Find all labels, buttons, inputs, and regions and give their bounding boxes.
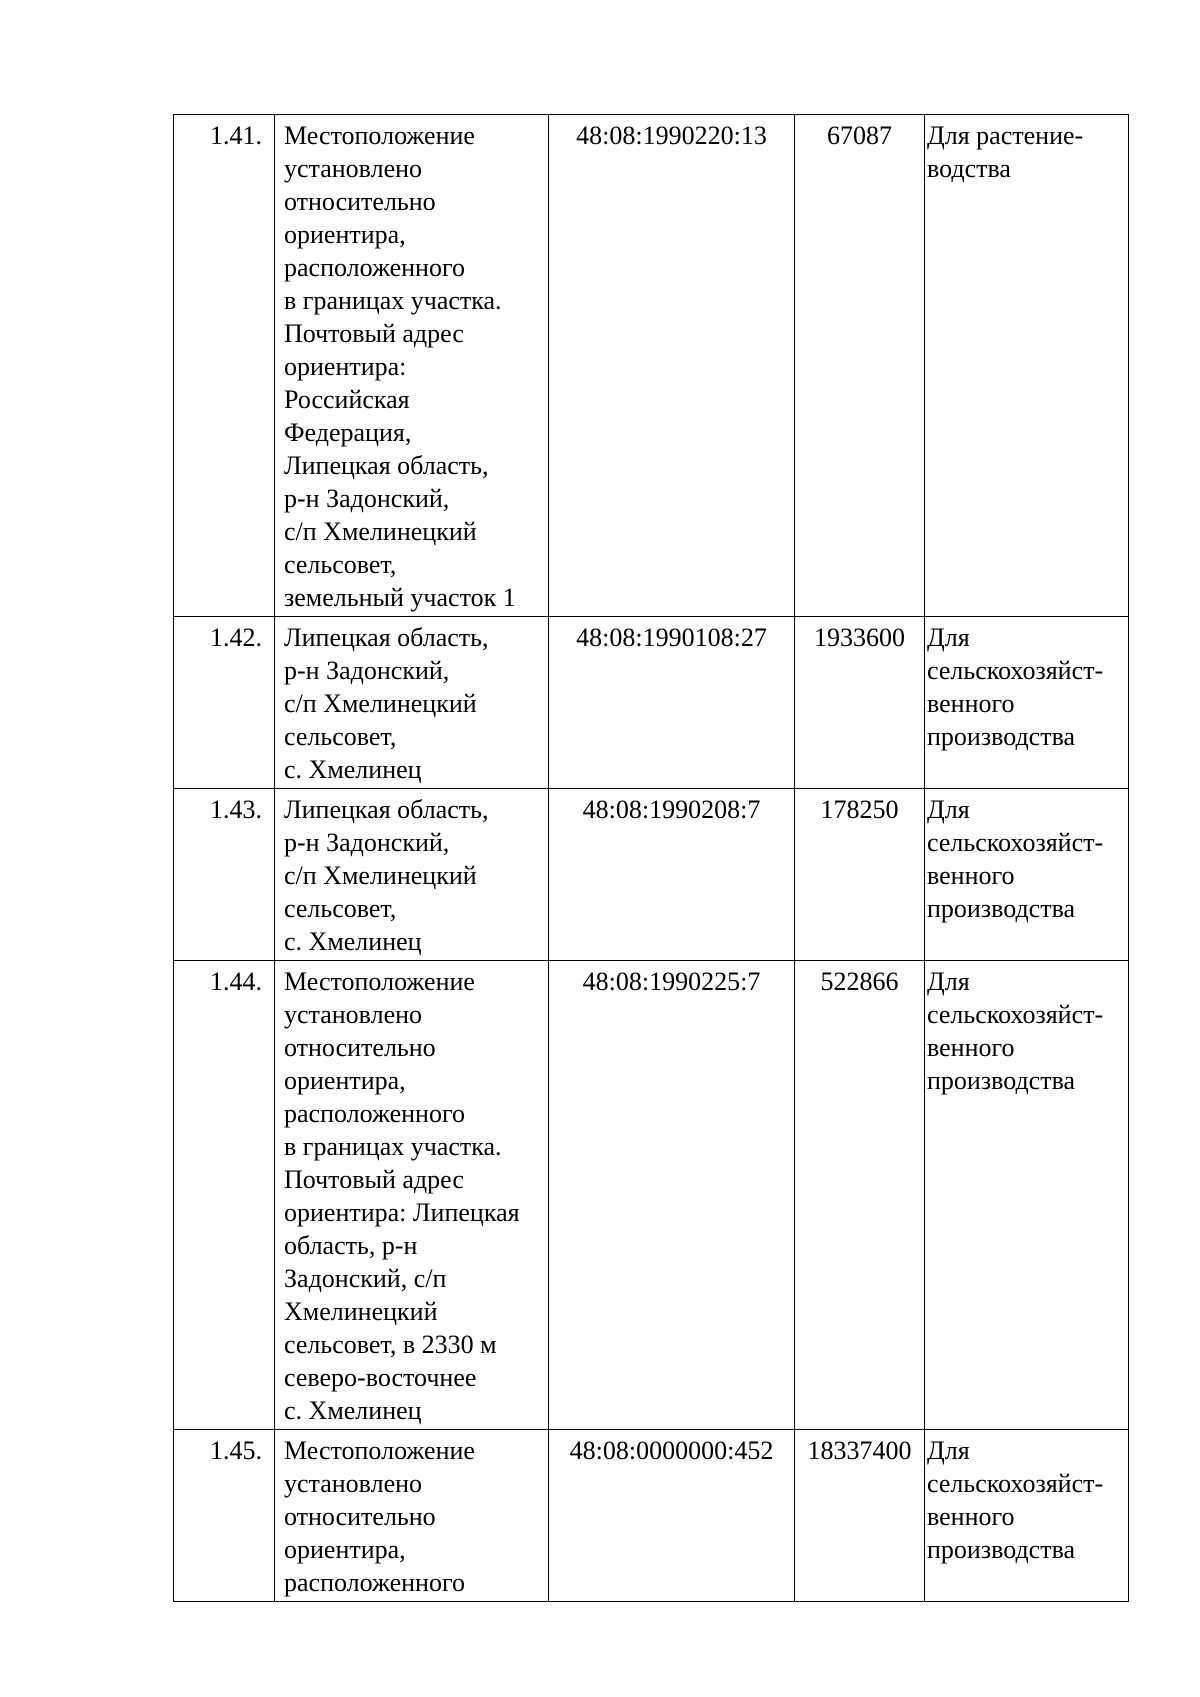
location-line: земельный участок 1 <box>284 583 516 612</box>
location-line: ориентира: Липецкая <box>284 1198 520 1227</box>
location-line: сельсовет, <box>284 550 397 579</box>
location-line: ориентира, <box>284 1066 406 1095</box>
location-line: сельсовет, <box>284 722 397 751</box>
table-row <box>174 1430 1129 1602</box>
location-line: Задонский, с/п <box>284 1264 447 1293</box>
location-line: область, р-н <box>284 1231 418 1260</box>
cadastral-number: 48:08:1990225:7 <box>582 967 761 996</box>
cadastral-number: 48:08:0000000:452 <box>569 1436 774 1465</box>
permitted-use-line: производства <box>927 1535 1076 1564</box>
table-row <box>174 961 1129 1430</box>
permitted-use-line: сельскохозяйст- <box>927 656 1104 685</box>
location-line: с. Хмелинец <box>284 1396 422 1425</box>
location-line: с/п Хмелинецкий <box>284 689 477 718</box>
row-number-cell <box>174 789 275 961</box>
location-line: расположенного <box>284 253 465 282</box>
permitted-use-line: Для растение- <box>927 121 1084 150</box>
permitted-use-line: сельскохозяйст- <box>927 1469 1104 1498</box>
area-value: 178250 <box>820 795 899 824</box>
row-number-cell <box>174 115 275 617</box>
location-line: установлено <box>284 1000 423 1029</box>
area-cell <box>795 789 925 961</box>
location-line: расположенного <box>284 1099 465 1128</box>
permitted-use-line: венного <box>927 1033 1015 1062</box>
permitted-use-cell <box>925 617 1129 789</box>
location-cell <box>275 961 549 1430</box>
location-line: в границах участка. <box>284 1132 502 1161</box>
row-number-cell <box>174 1430 275 1602</box>
table-row <box>174 617 1129 789</box>
location-line: ориентира: <box>284 352 407 381</box>
location-line: ориентира, <box>284 1535 406 1564</box>
location-line: с. Хмелинец <box>284 927 422 956</box>
permitted-use-cell <box>925 115 1129 617</box>
location-cell <box>275 115 549 617</box>
permitted-use-line: венного <box>927 1502 1015 1531</box>
permitted-use-cell <box>925 789 1129 961</box>
table-row <box>174 789 1129 961</box>
area-value: 1933600 <box>814 623 905 652</box>
location-line: с/п Хмелинецкий <box>284 517 477 546</box>
permitted-use-line: Для <box>927 967 970 996</box>
area-cell <box>795 115 925 617</box>
area-value: 522866 <box>820 967 899 996</box>
permitted-use-cell <box>925 961 1129 1430</box>
location-line: Местоположение <box>284 1436 475 1465</box>
land-plots-table-body <box>174 115 1129 1602</box>
permitted-use-line: производства <box>927 722 1076 751</box>
location-line: ориентира, <box>284 220 406 249</box>
cadastral-number: 48:08:1990108:27 <box>576 623 767 652</box>
cadastral-number-cell <box>549 789 795 961</box>
row-number-cell <box>174 961 275 1430</box>
location-line: расположенного <box>284 1568 465 1597</box>
row-number: 1.44. <box>210 967 262 996</box>
location-line: установлено <box>284 154 423 183</box>
cadastral-number-cell <box>549 961 795 1430</box>
location-cell <box>275 1430 549 1602</box>
cadastral-number: 48:08:1990220:13 <box>576 121 767 150</box>
permitted-use-line: производства <box>927 1066 1076 1095</box>
location-line: Местоположение <box>284 967 475 996</box>
cadastral-number-cell <box>549 115 795 617</box>
permitted-use-line: производства <box>927 894 1076 923</box>
location-line: сельсовет, в 2330 м <box>284 1330 497 1359</box>
table-row <box>174 115 1129 617</box>
location-line: Местоположение <box>284 121 475 150</box>
permitted-use-line: сельскохозяйст- <box>927 828 1104 857</box>
row-number: 1.43. <box>210 795 262 824</box>
area-value: 18337400 <box>807 1436 912 1465</box>
location-line: установлено <box>284 1469 423 1498</box>
location-line: с. Хмелинец <box>284 755 422 784</box>
location-line: Хмелинецкий <box>284 1297 438 1326</box>
permitted-use-line: Для <box>927 795 970 824</box>
location-line: Почтовый адрес <box>284 319 464 348</box>
permitted-use-line: венного <box>927 689 1015 718</box>
location-line: сельсовет, <box>284 894 397 923</box>
area-cell <box>795 961 925 1430</box>
permitted-use-cell <box>925 1430 1129 1602</box>
location-line: Липецкая область, <box>284 451 489 480</box>
permitted-use-line: водства <box>927 154 1011 183</box>
cadastral-number-cell <box>549 617 795 789</box>
area-value: 67087 <box>827 121 892 150</box>
row-number: 1.45. <box>210 1436 262 1465</box>
cadastral-number: 48:08:1990208:7 <box>582 795 761 824</box>
location-line: р-н Задонский, <box>284 828 450 857</box>
location-line: относительно <box>284 1502 436 1531</box>
location-line: р-н Задонский, <box>284 656 450 685</box>
permitted-use-line: Для <box>927 1436 970 1465</box>
cadastral-number-cell <box>549 1430 795 1602</box>
row-number: 1.41. <box>210 121 262 150</box>
permitted-use-line: Для <box>927 623 970 652</box>
permitted-use-line: сельскохозяйст- <box>927 1000 1104 1029</box>
permitted-use-line: венного <box>927 861 1015 890</box>
location-line: относительно <box>284 187 436 216</box>
location-line: относительно <box>284 1033 436 1062</box>
row-number: 1.42. <box>210 623 262 652</box>
location-line: Липецкая область, <box>284 623 489 652</box>
location-line: с/п Хмелинецкий <box>284 861 477 890</box>
row-number-cell <box>174 617 275 789</box>
location-line: в границах участка. <box>284 286 502 315</box>
location-line: Федерация, <box>284 418 412 447</box>
location-cell <box>275 789 549 961</box>
land-plots-table <box>173 114 1129 1602</box>
area-cell <box>795 1430 925 1602</box>
location-line: Липецкая область, <box>284 795 489 824</box>
location-line: р-н Задонский, <box>284 484 450 513</box>
location-line: Российская <box>284 385 410 414</box>
location-line: северо-восточнее <box>284 1363 477 1392</box>
area-cell <box>795 617 925 789</box>
location-line: Почтовый адрес <box>284 1165 464 1194</box>
location-cell <box>275 617 549 789</box>
